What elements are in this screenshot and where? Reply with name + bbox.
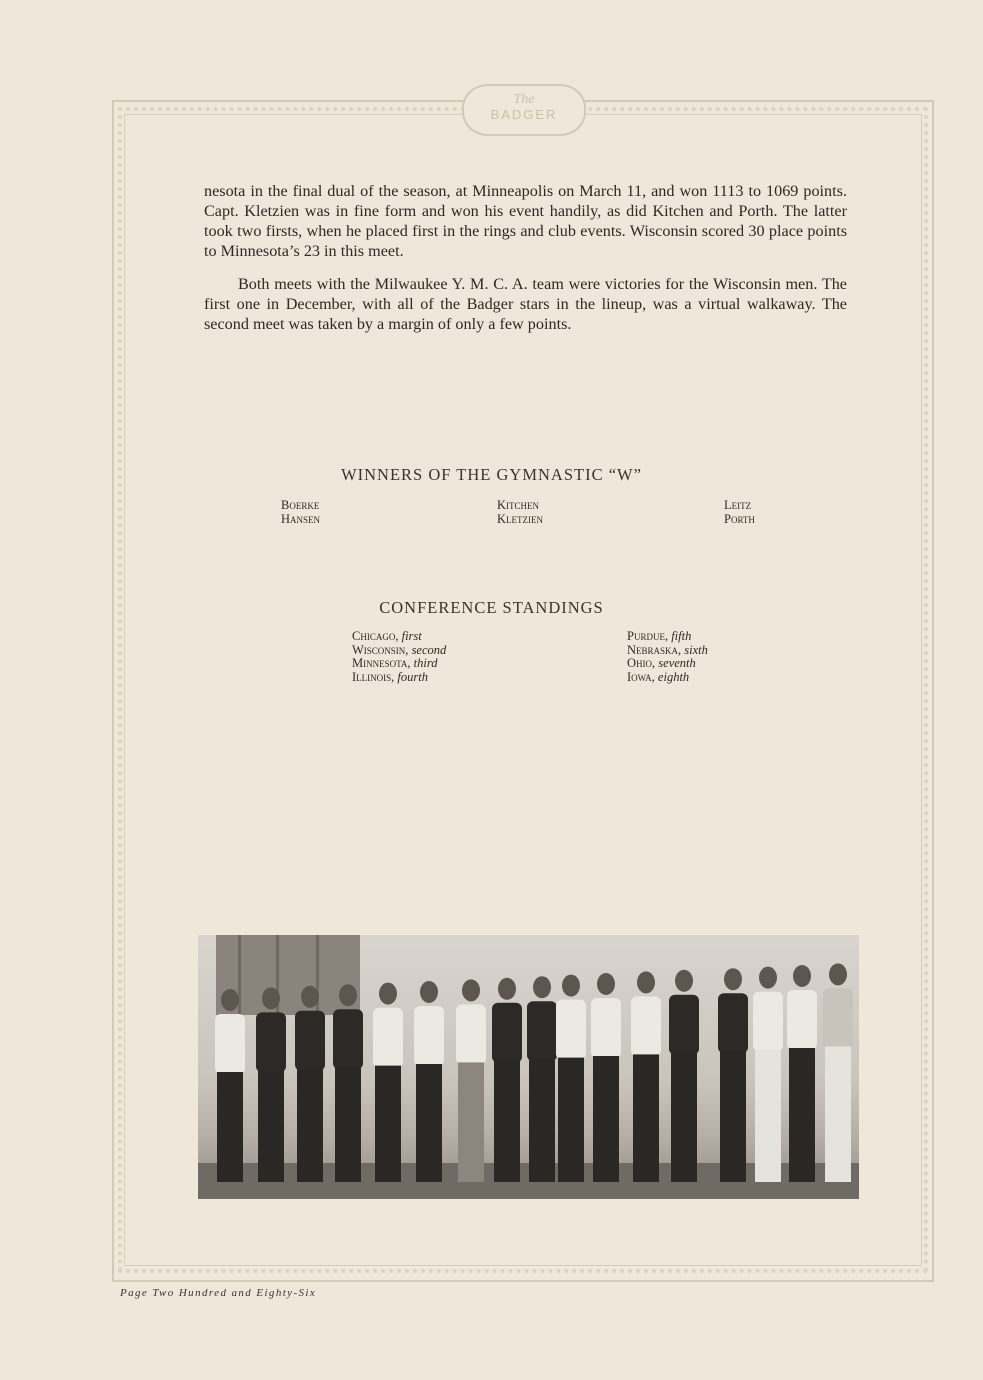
ornament-name: BADGER xyxy=(490,107,558,122)
gymnast-figure xyxy=(373,983,403,1182)
gymnast-figure xyxy=(556,975,586,1182)
standing-row xyxy=(352,644,446,658)
gymnast-figure xyxy=(333,984,363,1182)
standing-row xyxy=(352,671,446,685)
standing-row xyxy=(352,630,446,644)
gymnast-figure xyxy=(823,963,853,1182)
team-name: Illinois, xyxy=(352,669,395,684)
gymnast-figure xyxy=(753,967,783,1182)
paragraph-1: nesota in the final dual of the season, at Minneapolis on March 11, and won 1113 to 1069 points. Capt. Kletzien was in fine form and won his event handily, as did Kitchen and Porth. The latter took two firsts, when he placed first in the rings and club events. Wisconsin scored 30 place points to Minnesota’s 23 in this meet. xyxy=(204,182,847,260)
gymnast-figure xyxy=(527,976,557,1182)
badger-ornament xyxy=(462,84,586,136)
gymnast-figure xyxy=(295,986,325,1182)
standing-row xyxy=(627,657,708,671)
standing-row xyxy=(627,671,708,685)
standings-heading: CONFERENCE STANDINGS xyxy=(379,598,604,617)
team-name: Nebraska, xyxy=(627,642,682,657)
winner-name: Porth xyxy=(724,512,755,526)
team-name: Chicago, xyxy=(352,629,399,643)
standing-row xyxy=(627,644,708,658)
team-place: third xyxy=(413,656,438,670)
gymnast-figure xyxy=(787,965,817,1182)
team-place: fifth xyxy=(671,629,692,643)
gymnast-figure xyxy=(492,978,522,1182)
ornament-script: The xyxy=(513,92,535,107)
team-place: fourth xyxy=(397,669,428,684)
team-place: first xyxy=(401,629,422,643)
gymnast-figure xyxy=(669,970,699,1182)
winners-column-3 xyxy=(724,498,755,526)
team-name: Wisconsin, xyxy=(352,642,409,657)
winners-column-2 xyxy=(497,498,543,526)
winners-heading: WINNERS OF THE GYMNASTIC “W” xyxy=(341,465,642,484)
winner-name: Leitz xyxy=(724,498,752,512)
winner-name: Kitchen xyxy=(497,498,540,512)
team-place: eighth xyxy=(657,669,690,684)
winners-column-1 xyxy=(281,498,320,526)
standing-row xyxy=(352,657,446,671)
gymnast-figure xyxy=(456,979,486,1182)
team-photograph xyxy=(198,935,859,1199)
gymnast-figure xyxy=(215,989,245,1182)
team-place: second xyxy=(411,642,447,657)
paragraph-2: Both meets with the Milwaukee Y. M. C. A. team were victories for the Wisconsin men. The first one in December, with all of the Badger stars in the lineup, was a virtual walkaway. The second meet was taken by a margin of only a few points. xyxy=(204,275,847,333)
gymnast-figure xyxy=(414,981,444,1182)
team-place: sixth xyxy=(684,642,708,657)
gymnast-figure xyxy=(631,971,661,1182)
gymnast-figure xyxy=(591,973,621,1182)
standing-row xyxy=(627,630,708,644)
team-place: seventh xyxy=(658,656,696,670)
article-text xyxy=(204,181,847,347)
gymnast-figure xyxy=(256,987,286,1182)
team-photo-drawing xyxy=(198,935,859,1199)
team-name: Ohio, xyxy=(627,656,656,670)
winner-name: Boerke xyxy=(281,498,320,512)
winner-name: Hansen xyxy=(281,512,321,526)
gymnast-figure xyxy=(718,968,748,1182)
page-number-label: Page Two Hundred and Eighty-Six xyxy=(120,1287,317,1299)
winner-name: Kletzien xyxy=(497,512,544,526)
team-name: Purdue, xyxy=(627,629,669,643)
team-name: Iowa, xyxy=(627,669,655,684)
standings-left-column xyxy=(352,630,446,684)
team-name: Minnesota, xyxy=(352,656,411,670)
standings-right-column xyxy=(627,630,708,684)
